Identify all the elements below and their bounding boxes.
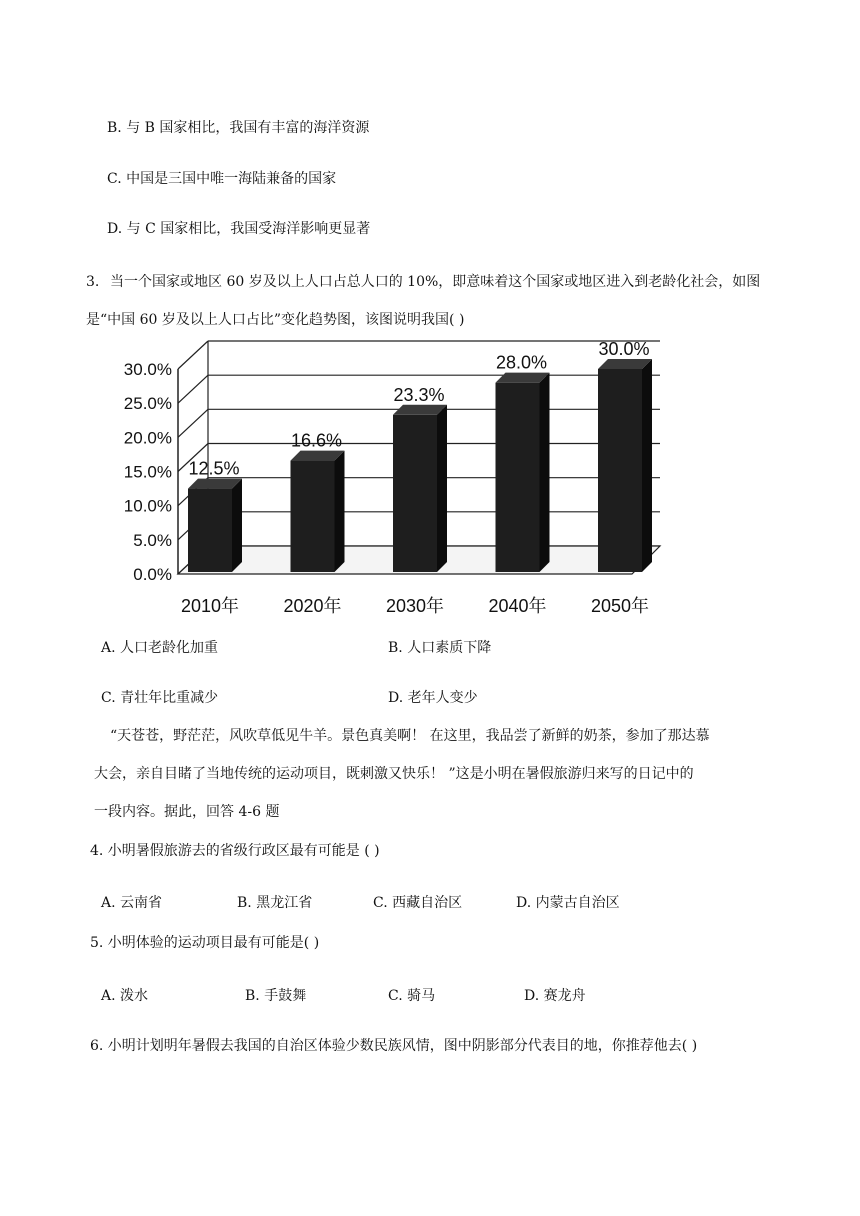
- q3-stem-line2: 是“中国 60 岁及以上人口占比”变化趋势图，该图说明我国( ): [86, 312, 465, 328]
- y-tick-label: 15.0%: [123, 462, 172, 482]
- q2-option-d: D. 与 C 国家相比，我国受海洋影响更显著: [107, 221, 371, 237]
- q4-option-d: D. 内蒙古自治区: [516, 895, 620, 911]
- q5-stem: 5. 小明体验的运动项目最有可能是( ): [90, 935, 320, 951]
- bar-value-label: 30.0%: [598, 339, 650, 359]
- q3-number: 3.: [86, 274, 100, 290]
- q4-option-b: B. 黑龙江省: [237, 895, 313, 911]
- q2-option-b: B. 与 B 国家相比，我国有丰富的海洋资源: [107, 120, 370, 136]
- q3-option-b: B. 人口素质下降: [388, 640, 492, 656]
- q3-option-d: D. 老年人变少: [388, 690, 478, 706]
- bar-value-label: 28.0%: [495, 352, 548, 373]
- bar-front-face: [188, 489, 232, 572]
- x-tick-label: 2050年: [590, 596, 650, 616]
- bar-side-face: [642, 359, 652, 572]
- y-tick-label: 20.0%: [123, 428, 172, 448]
- bar-value-label: 12.5%: [188, 458, 240, 479]
- bar-value-label: 23.3%: [393, 384, 445, 405]
- y-tick-label: 25.0%: [123, 394, 172, 414]
- x-tick-label: 2030年: [385, 596, 445, 616]
- bar-front-face: [291, 461, 335, 572]
- passage-line2: 大会，亲自目睹了当地传统的运动项目，既刺激又快乐！ ”这是小明在暑假旅游归来写的日记中的: [94, 766, 694, 782]
- x-tick-label: 2020年: [283, 596, 342, 616]
- q5-option-c: C. 骑马: [388, 988, 436, 1004]
- x-tick-label: 2010年: [180, 596, 240, 616]
- bar-value-label: 16.6%: [290, 430, 343, 451]
- bar-side-face: [335, 451, 345, 572]
- q4-stem: 4. 小明暑假旅游去的省级行政区最有可能是 ( ): [90, 843, 380, 859]
- q4-option-a: A. 云南省: [101, 895, 163, 911]
- q6-stem: 6. 小明计划明年暑假去我国的自治区体验少数民族风情，图中阴影部分代表目的地，你推荐他去( ): [90, 1038, 698, 1054]
- passage-line1: “天苍苍，野茫茫，风吹草低见牛羊。景色真美啊！ 在这里，我品尝了新鲜的奶茶，参加了那达慕: [110, 728, 710, 744]
- bar-side-face: [540, 373, 550, 572]
- bar-side-face: [437, 405, 447, 572]
- y-tick-label: 10.0%: [123, 496, 172, 516]
- side-gridline: [178, 341, 208, 369]
- y-tick-label: 0.0%: [133, 565, 172, 584]
- aging-population-bar-chart: [110, 330, 670, 620]
- y-tick-label: 30.0%: [123, 360, 172, 379]
- q5-option-a: A. 泼水: [101, 988, 149, 1004]
- bar-front-face: [598, 369, 642, 572]
- q3-stem-line1: 当一个国家或地区 60 岁及以上人口占总人口的 10%，即意味着这个国家或地区进入到老龄化社会，如图: [110, 274, 761, 290]
- y-axis-tick-labels: [124, 360, 172, 584]
- x-axis-tick-labels: [181, 595, 649, 616]
- x-tick-label: 2040年: [488, 596, 547, 616]
- side-gridline: [178, 375, 208, 403]
- q5-option-b: B. 手鼓舞: [245, 988, 307, 1004]
- bar-front-face: [496, 383, 540, 572]
- q2-option-c: C. 中国是三国中唯一海陆兼备的国家: [107, 171, 337, 187]
- q4-option-c: C. 西藏自治区: [373, 895, 463, 911]
- q3-option-c: C. 青壮年比重减少: [101, 690, 219, 706]
- bar-front-face: [393, 415, 437, 572]
- y-tick-label: 5.0%: [133, 530, 172, 550]
- bar-side-face: [232, 479, 242, 572]
- side-gridline: [178, 409, 208, 437]
- passage-line3: 一段内容。据此，回答 4-6 题: [94, 804, 280, 820]
- q5-option-d: D. 赛龙舟: [524, 988, 586, 1004]
- q3-option-a: A. 人口老龄化加重: [101, 640, 219, 656]
